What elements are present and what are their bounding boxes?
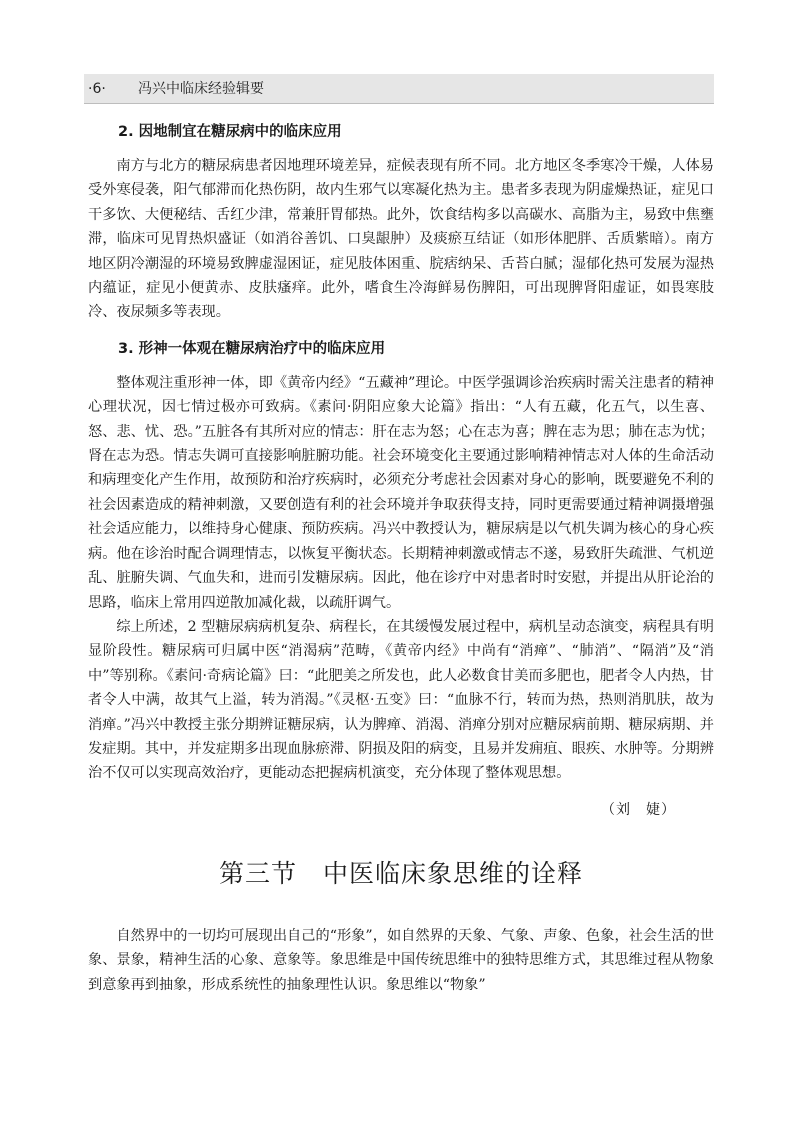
page-number: ·6· xyxy=(88,81,106,97)
book-title: 冯兴中临床经验辑要 xyxy=(138,81,264,97)
section-3-paragraph-1: 整体观注重形神一体，即《黄帝内经》“五藏神”理论。中医学强调诊治疾病时需关注患者的精神心理状况，因七情过极亦可致病。《素问·阴阳应象大论篇》指出：“人有五藏，化五气，以生喜、怒、悲、忧、恐。”五脏各有其所对应的情志：肝在志为怒；心在志为喜；脾在志为思；肺在志为忧；肾在志为恐。情志失调可直接影响脏腑功能。社会环境变化主要通过影响精神情志对人体的生命活动和病理变化产生作用，故预防和治疗疾病时，必须充分考虑社会因素对身心的影响，既要避免不利的社会因素造成的精神刺激，又要创造有利的社会环境并争取获得支持，同时更需要通过精神调摄增强社会适应能力，以维持身心健康、预防疾病。冯兴中教授认为，糖尿病是以气机失调为核心的身心疾病。他在诊治时配合调理情志，以恢复平衡状态。长期精神刺激或情志不遂，易致肝失疏泄、气机逆乱、脏腑失调、气血失和，进而引发糖尿病。因此，他在诊疗中对患者时时安慰，并提出从肝论治的思路，临床上常用四逆散加减化裁，以疏肝调气。 xyxy=(88,374,714,611)
section-2-heading: 2. 因地制宜在糖尿病中的临床应用 xyxy=(118,124,342,140)
body-text xyxy=(88,108,714,997)
section-title: 第三节 中医临床象思维的诠释 xyxy=(218,858,583,888)
section-3-paragraph-2: 综上所述，2 型糖尿病病机复杂、病程长，在其缓慢发展过程中，病机呈动态演变，病程具有明显阶段性。糖尿病可归属中医“消渴病”范畴，《黄帝内经》中尚有“消瘅”、“肺消”、“隔消”及“消中”等别称。《素问·奇病论篇》曰：“此肥美之所发也，此人必数食甘美而多肥也，肥者令人内热，甘者令人中满，故其气上溢，转为消渴。”《灵枢·五变》曰：“血脉不行，转而为热，热则消肌肤，故为消瘅。”冯兴中教授主张分期辨证糖尿病，认为脾瘅、消渴、消瘅分别对应糖尿病前期、糖尿病期、并发症期。其中，并发症期多出现血脉瘀滞、阴损及阳的病变，且易并发痈疽、眼疾、水肿等。分期辨治不仅可以实现高效治疗，更能动态把握病机演变，充分体现了整体观思想。 xyxy=(88,618,714,782)
header-rule xyxy=(84,103,714,104)
author-signature: （刘 婕） xyxy=(601,801,676,818)
running-head xyxy=(84,74,714,104)
section-2-paragraph: 南方与北方的糖尿病患者因地理环境差异，症候表现有所不同。北方地区冬季寒冷干燥，人体易受外寒侵袭，阳气郁滞而化热伤阴，故内生邪气以寒凝化热为主。患者多表现为阴虚燥热证，症见口干多饮、大便秘结、舌红少津，常兼肝胃郁热。此外，饮食结构多以高碳水、高脂为主，易致中焦壅滞，临床可见胃热炽盛证（如消谷善饥、口臭龈肿）及痰瘀互结证（如形体肥胖、舌质紫暗）。南方地区阴冷潮湿的环境易致脾虚湿困证，症见肢体困重、脘痞纳呆、舌苔白腻；湿郁化热可发展为湿热内蕴证，症见小便黄赤、皮肤瘙痒。此外，嗜食生冷海鲜易伤脾阳，可出现脾肾阳虚证，如畏寒肢冷、夜尿频多等表现。 xyxy=(88,158,714,321)
section-third-paragraph: 自然界中的一切均可展现出自己的“形象”，如自然界的天象、气象、声象、色象，社会生活的世象、景象，精神生活的心象、意象等。象思维是中国传统思维中的独特思维方式，其思维过程从物象到意象再到抽象，形成系统性的抽象理性认识。象思维以“物象” xyxy=(88,927,714,993)
section-3-heading: 3. 形神一体观在糖尿病治疗中的临床应用 xyxy=(118,340,386,357)
